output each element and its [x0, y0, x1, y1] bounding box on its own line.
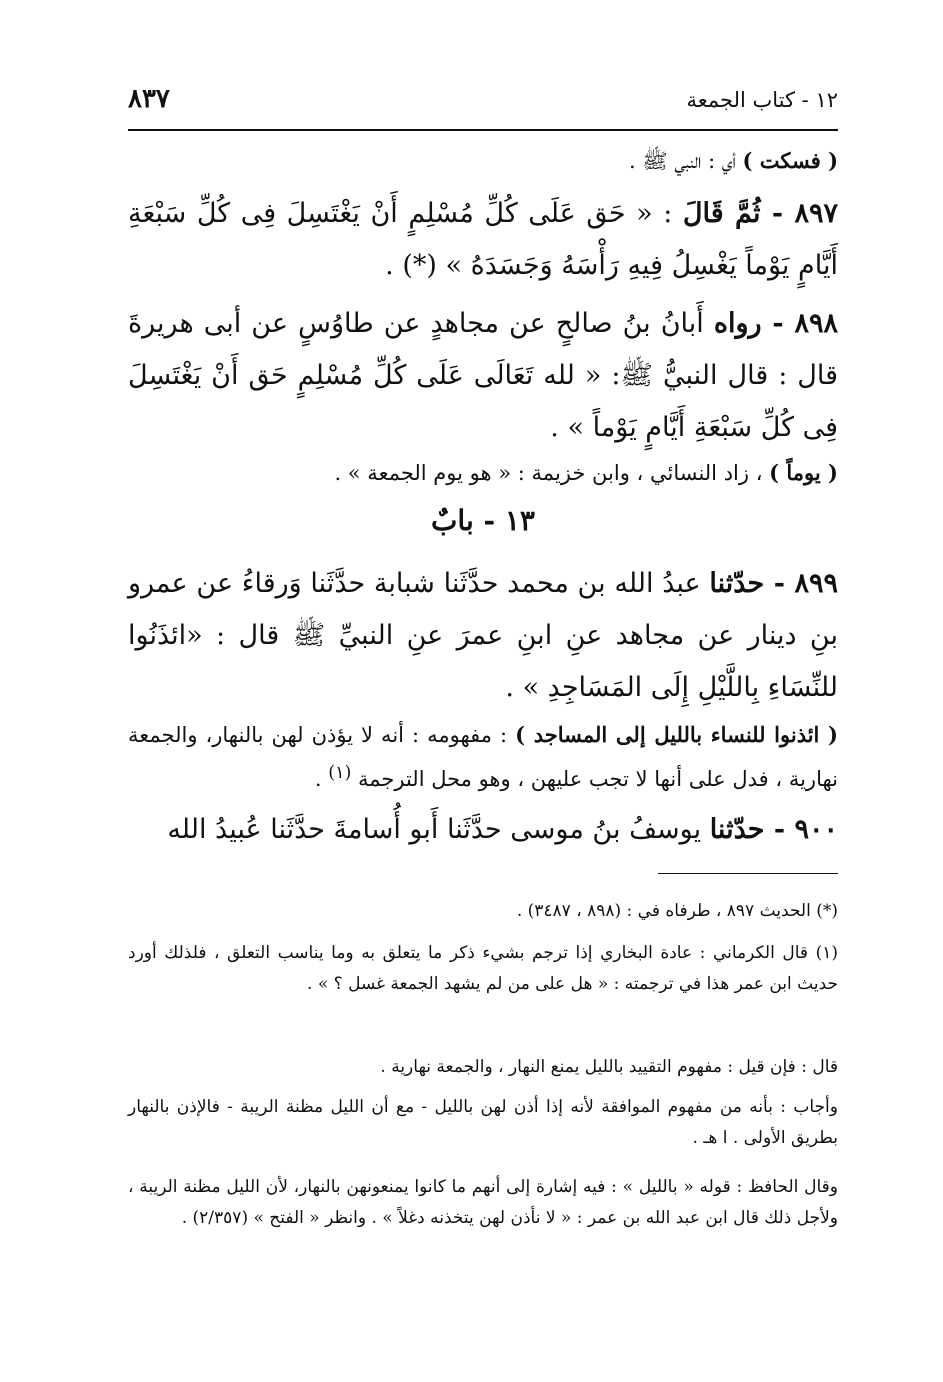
hadith-number: ٨٩٨ - [761, 308, 839, 339]
gloss-silence [128, 142, 838, 180]
gloss-term: ( فسكت ) [742, 148, 838, 173]
gloss-term: ( ائذنوا للنساء بالليل إلى المساجد ) [515, 722, 838, 747]
chapter-heading: ١٣ - بابٌ [431, 504, 535, 537]
footnote-1-para-1: (١) قال الكرماني : عادة البخاري إذا ترجم بشيء ذكر ما يتعلق به وما يناسب التعلق ، فلذلك أورد حديث ابن عمر هذا في ترجمته : « هل على من لم يشهد الجمعة غسل ؟ » . [128, 943, 838, 994]
footnote-1-para-4: وقال الحافظ : قوله « بالليل » : فيه إشارة إلى أنهم ما كانوا يمنعونهن بالنهار، لأن الليل مظنة الريبة ، ولأجل ذلك قال ابن عبد الله بن عمر : « لا نأذن لهن يتخذنه دغلاً » . وانظر « الفتح » (٢/٣٥٧) . [128, 1177, 838, 1228]
footnote-1-para-3: وأجاب : بأنه من مفهوم الموافقة لأنه إذا أذن لهن بالليل - مع أن الليل مظنة الريبة - فالإذن بالنهار بطريق الأولى . ا هـ . [128, 1097, 838, 1148]
hadith-number: ٩٠٠ - [764, 814, 838, 845]
gloss-text: أي : النبي ﷺ . [628, 149, 743, 173]
header-rule [128, 129, 838, 131]
page-number: ٨٣٧ [128, 84, 170, 114]
hadith-lead: حدّثنا [709, 814, 765, 845]
footnote-star: (*) الحديث ٨٩٧ ، طرفاه في : (٨٩٨ ، ٣٤٨٧) . [516, 901, 838, 921]
hadith-898 [128, 298, 862, 454]
hadith-899 [128, 558, 862, 714]
footnote-separator [658, 873, 838, 874]
hadith-897 [128, 188, 862, 292]
gloss-text: : مفهومه : أنه لا يؤذن لهن بالنهار، والجمعة نهارية ، فدل على أنها لا تجب عليهن ، وهو محل الترجمة [128, 723, 838, 791]
hadith-lead: ثُمَّ قَالَ [682, 198, 761, 229]
gloss-permit [128, 716, 838, 798]
gloss-day [128, 454, 862, 492]
footnote-ref[interactable]: (١) [328, 763, 352, 783]
hadith-lead: رواه [713, 308, 762, 339]
hadith-lead: حدّثنا [709, 568, 765, 599]
hadith-number: ٨٩٧ - [760, 198, 838, 229]
gloss-end: . [314, 767, 329, 791]
page-header [128, 84, 838, 124]
gloss-term: ( يوماً ) [769, 460, 838, 485]
hadith-text: عبدُ الله بن محمد حدَّثَنا شبابة حدَّثَنا وَرقاءُ عن عمرو بنِ دينار عن مجاهد عنِ ابنِ عمرَ عنِ النبيِّ ﷺ قال : «ائذَنُوا للنِّسَاءِ بِاللَّيْلِ إِلَى المَسَاجِدِ » . [128, 568, 838, 703]
gloss-text: ، زاد النسائي ، وابن خزيمة : « هو يوم الجمعة » . [334, 461, 770, 485]
hadith-text: يوسفُ بنُ موسى حدَّثَنا أَبو أُسامةَ حدَّثَنا عُبيدُ الله [167, 814, 710, 845]
hadith-text: أَبانُ بنُ صالحٍ عن مجاهدٍ عن طاوُسٍ عن أبى هريرةَ قال : قال النبيُّ ﷺ: « لله تَعَالَى عَلَى كُلِّ مُسْلِمٍ حَق أَنْ يَغْتَسِلَ فِى كُلِّ سَبْعَةِ أَيَّامٍ يَوْماً » . [128, 308, 838, 443]
hadith-text: : « حَق عَلَى كُلِّ مُسْلِمٍ أَنْ يَغْتَسِلَ فِى كُلِّ سَبْعَةِ أَيَّامٍ يَوْماً يَغْسِلُ فِيهِ رَأْسَهُ وَجَسَدَهُ » (*) . [128, 198, 838, 281]
footnote-1-para-2: قال : فإن قيل : مفهوم التقييد بالليل يمنع النهار ، والجمعة نهارية . [380, 1057, 838, 1077]
hadith-900 [128, 804, 862, 856]
hadith-number: ٨٩٩ - [764, 568, 838, 599]
chapter-running-title: ١٢ - كتاب الجمعة [686, 88, 838, 112]
